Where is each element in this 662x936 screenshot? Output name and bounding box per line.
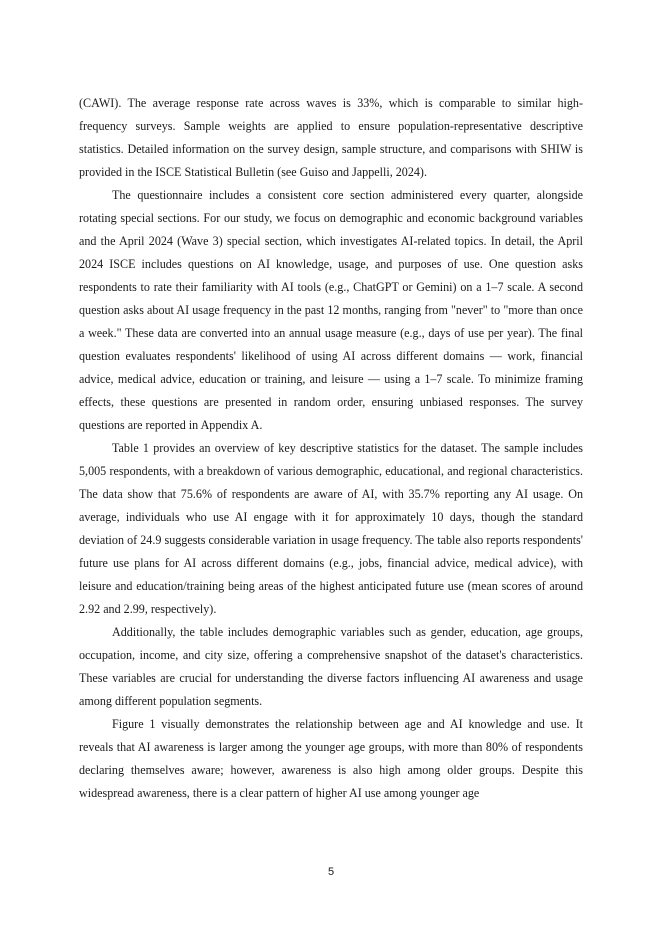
body-text — [79, 92, 583, 805]
paragraph-demographics: Additionally, the table includes demographic variables such as gender, education, age groups, occupation, income, and city size, offering a comprehensive snapshot of the dataset's characteristics. These variables are crucial for understanding the diverse factors influencing AI awareness and usage among different population segments. — [79, 625, 583, 708]
page-number: 5 — [327, 866, 335, 878]
paragraph-figure-1: Figure 1 visually demonstrates the relationship between age and AI knowledge and use. It reveals that AI awareness is larger among the younger age groups, with more than 80% of respondents declaring themselves aware; however, awareness is also high among older groups. Despite this widespread awareness, there is a clear pattern of higher AI use among younger age — [79, 717, 583, 800]
paragraph-survey-response-rate: (CAWI). The average response rate across waves is 33%, which is comparable to similar high-frequency surveys. Sample weights are applied to ensure population-representative descriptive statistics. Detailed information on the survey design, sample structure, and comparisons with SHIW is provided in the ISCE Statistical Bulletin (see Guiso and Jappelli, 2024). — [79, 96, 583, 179]
paragraph-table-1-overview: Table 1 provides an overview of key descriptive statistics for the dataset. The sample includes 5,005 respondents, with a breakdown of various demographic, educational, and regional characteristics. The data show that 75.6% of respondents are aware of AI, with 35.7% reporting any AI usage. On average, individuals who use AI engage with it for approximately 10 days, though the standard deviation of 24.9 suggests considerable variation in usage frequency. The table also reports respondents' future use plans for AI across different domains (e.g., jobs, financial advice, medical advice), with leisure and education/training being areas of the highest anticipated future use (mean scores of around 2.92 and 2.99, respectively). — [79, 441, 583, 616]
paragraph-questionnaire: The questionnaire includes a consistent core section administered every quarter, alongside rotating special sections. For our study, we focus on demographic and economic background variables and the April 2024 (Wave 3) special section, which investigates AI-related topics. In detail, the April 2024 ISCE includes questions on AI knowledge, usage, and purposes of use. One question asks respondents to rate their familiarity with AI tools (e.g., ChatGPT or Gemini) on a 1–7 scale. A second question asks about AI usage frequency in the past 12 months, ranging from "never" to "more than once a week." These data are converted into an annual usage measure (e.g., days of use per year). The final question evaluates respondents' likelihood of using AI across different domains — work, financial advice, medical advice, education or training, and leisure — using a 1–7 scale. To minimize framing effects, these questions are presented in random order, ensuring unbiased responses. The survey questions are reported in Appendix A. — [79, 188, 583, 432]
